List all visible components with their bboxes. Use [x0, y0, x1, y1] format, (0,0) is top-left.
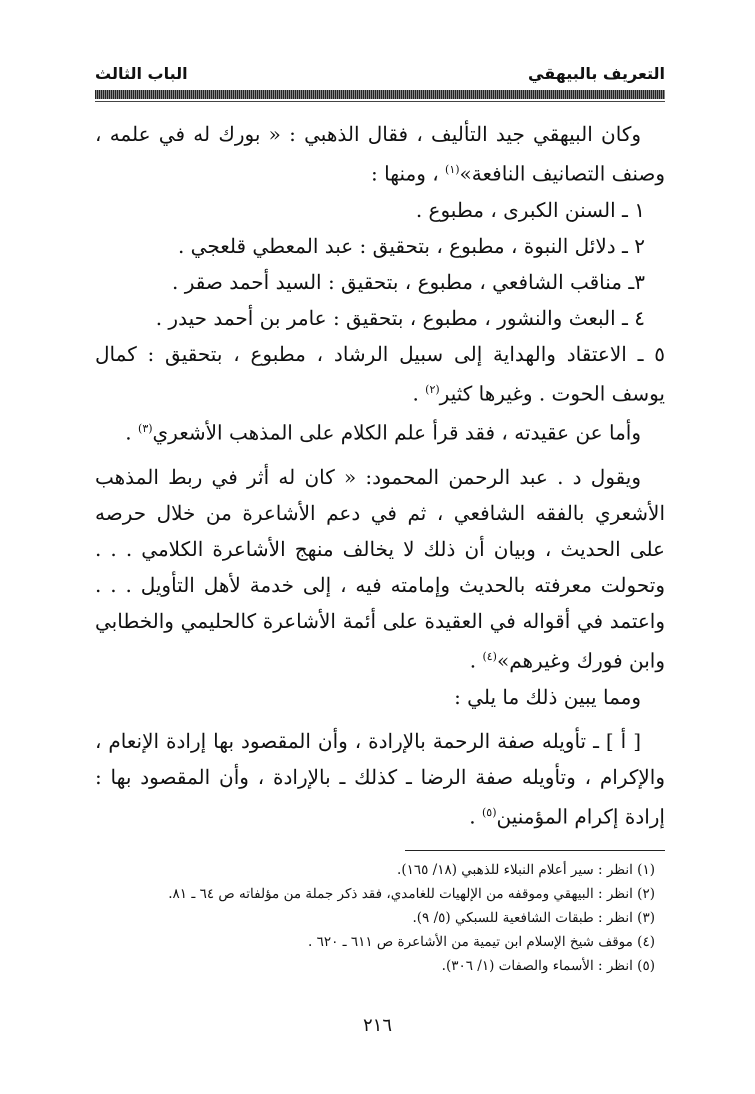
header-rule: [95, 90, 665, 99]
paragraph-quote: ويقول د . عبد الرحمن المحمود: « كان له أثر في ربط المذهب الأشعري بالفقه الشافعي ، ثم في دعم الأشاعرة من خلال حرصه على الحديث ، وبيان أن ذلك لا يخالف منهج الأشاعرة الكلامي . . . وتحولت معرفته بالحديث وإمامته فيه ، إلى خدمة لأهل التأويل . . . واعتمد في أقواله في العقيدة على أئمة الأشاعرة كالحليمي والخطابي وابن فورك وغيرهم»$^{(٤)}$ .: [95, 464, 665, 673]
footnote: (٣) انظر : طبقات الشافعية للسبكي (٥/ ٩).: [412, 910, 655, 926]
list-item: ٤ ـ البعث والنشور ، مطبوع ، بتحقيق : عامر بن أحمد حيدر .: [155, 305, 645, 330]
main-text: [95, 116, 665, 834]
paragraph-creed: وأما عن عقيدته ، فقد قرأ علم الكلام على المذهب الأشعري$^{(٣)}$ .: [125, 420, 641, 445]
header-book-title: التعريف بالبيهقي: [528, 64, 665, 83]
list-item: ٢ ـ دلائل النبوة ، مطبوع ، بتحقيق : عبد المعطي قلعجي .: [177, 233, 645, 258]
list-item: ٥ ـ الاعتقاد والهداية إلى سبيل الرشاد ، مطبوع ، بتحقيق : كمال يوسف الحوت . وغيرها كثير$^{(٢)}$ .: [95, 341, 665, 406]
footnote-ref-1: (١): [445, 163, 460, 176]
header-chapter-title: الباب الثالث: [95, 64, 188, 83]
footnote-ref-3: (٣): [138, 422, 153, 436]
list-item: ١ ـ السنن الكبرى ، مطبوع .: [415, 197, 645, 222]
paragraph-intro: وكان البيهقي جيد التأليف ، فقال الذهبي : « بورك له في علمه ، وصنف التصانيف النافعة»$^{(١)}$ ، ومنها :: [95, 122, 665, 186]
footnote-separator: [405, 850, 665, 851]
footnote: (١) انظر : سير أعلام النبلاء للذهبي (١٨/ ١٦٥).: [397, 862, 655, 878]
footnote-ref-4: (٤): [482, 649, 497, 663]
paragraph-lead: ومما يبين ذلك ما يلي :: [454, 684, 641, 709]
footnote: (٢) انظر : البيهقي وموقفه من الإلهيات للغامدي، فقد ذكر جملة من مؤلفاته ص ٦٤ ـ ٨١.: [168, 886, 655, 902]
paragraph-point-a: [ أ ] ـ تأويله صفة الرحمة بالإرادة ، وأن المقصود بها إرادة الإنعام ، والإكرام ، وتأويله صفة الرضا ـ كذلك ـ بالإرادة ، وأن المقصود بها : إرادة إكرام المؤمنين$^{(٥)}$ .: [95, 728, 665, 829]
footnote-ref-2: (٢): [425, 382, 440, 396]
page-number: ٢١٦: [362, 1015, 392, 1036]
list-item: ٣ـ مناقب الشافعي ، مطبوع ، بتحقيق : السيد أحمد صقر .: [172, 269, 645, 294]
running-header: [95, 58, 665, 88]
footnote: (٥) انظر : الأسماء والصفات (١/ ٣٠٦).: [441, 958, 655, 974]
header-rule-thin: [95, 101, 665, 102]
footnote: (٤) موقف شيخ الإسلام ابن تيمية من الأشاعرة ص ٦١١ ـ ٦٢٠ .: [307, 934, 655, 950]
footnotes: [95, 858, 665, 978]
footnote-ref-5: (٥): [482, 805, 497, 819]
